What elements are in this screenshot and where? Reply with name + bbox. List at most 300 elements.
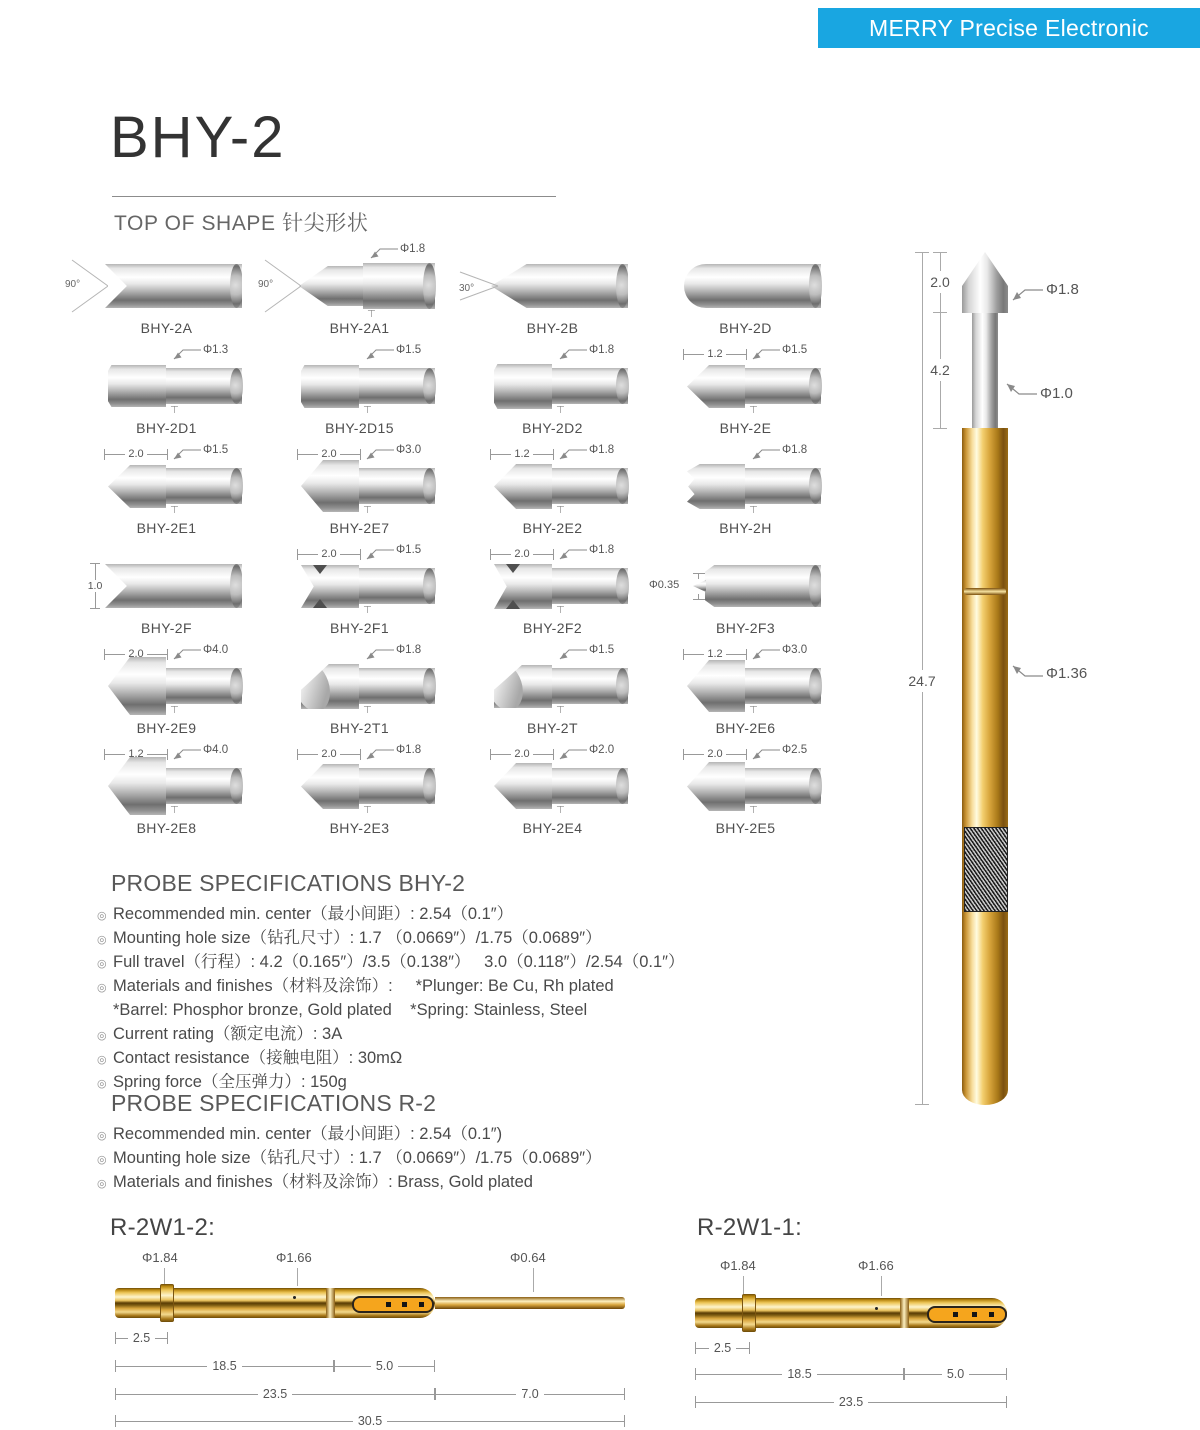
tip-length-dim: 1.2 xyxy=(683,648,747,660)
dim-stem xyxy=(698,594,699,599)
spec-bhy2-heading: PROBE SPECIFICATIONS BHY-2 xyxy=(111,870,466,896)
shape-label: BHY-2E8 xyxy=(136,820,197,836)
dim-c: 5.0 xyxy=(334,1360,435,1372)
spec-text: Recommended min. center（最小间距）: 2.54（0.1″) xyxy=(113,1125,503,1143)
tip-barrel xyxy=(166,768,242,804)
tip-dia-label: Φ3.0 xyxy=(782,644,808,656)
step-mark: ⊤ xyxy=(556,605,565,616)
shape-label: BHY-2B xyxy=(526,320,579,336)
tip-dia-leader xyxy=(369,243,426,260)
dim-tick xyxy=(915,252,929,253)
tip-barrel xyxy=(552,768,628,804)
barrel-end-cap xyxy=(809,264,822,308)
tip-barrel xyxy=(359,668,435,704)
dia-label: Φ1.84 xyxy=(720,1258,756,1273)
leader-arrow-icon xyxy=(172,447,202,461)
tip-dia-label: Φ0.35 xyxy=(649,579,680,591)
shape-cell xyxy=(70,646,263,746)
receptacle-r2w1-2 xyxy=(90,1210,650,1428)
tip-body xyxy=(684,264,821,308)
receptacle-crimp xyxy=(900,1298,909,1328)
dim-tip-label: 2.0 xyxy=(925,271,955,293)
shape-label: BHY-2E4 xyxy=(522,820,583,836)
shape-label: BHY-2E xyxy=(719,420,772,436)
tip-barrel xyxy=(359,768,435,804)
step-mark: ⊤ xyxy=(749,705,758,716)
barrel-end-cap xyxy=(616,568,629,604)
shape-label: BHY-2D xyxy=(719,320,772,336)
dia-tick xyxy=(743,1276,744,1294)
leader-arrow-icon xyxy=(751,747,781,761)
tip-head xyxy=(301,365,359,408)
receptacle-slot xyxy=(352,1296,434,1313)
shape-label: BHY-2E6 xyxy=(715,720,776,736)
shape-cell xyxy=(649,546,842,646)
dim-tick xyxy=(933,252,947,253)
shape-label: BHY-2E2 xyxy=(522,520,583,536)
barrel-end-cap xyxy=(616,768,629,804)
tip-dia-label: Φ1.8 xyxy=(782,444,808,456)
spec-line xyxy=(97,927,737,951)
leader-arrow-icon xyxy=(751,347,781,361)
dim-b: 18.5 xyxy=(695,1368,904,1380)
tip-dia-leader xyxy=(558,344,615,361)
bullet-icon: ◎ xyxy=(97,910,107,922)
spec-line xyxy=(97,1123,737,1147)
tip-dia-leader xyxy=(172,644,229,661)
receptacle-flange xyxy=(742,1294,756,1332)
barrel-end-cap xyxy=(616,468,629,504)
barrel-end-cap xyxy=(423,468,436,504)
dim-a: 2.5 xyxy=(695,1342,750,1354)
step-mark: ⊤ xyxy=(367,309,376,320)
tip-head xyxy=(108,657,166,715)
shape-label: BHY-2A1 xyxy=(329,320,390,336)
receptacle-flange xyxy=(160,1284,174,1322)
spec-text: Spring force（全压弹力）: 150g xyxy=(113,1073,347,1091)
bullet-icon: ◎ xyxy=(97,958,107,970)
probe-knurl xyxy=(964,827,1008,912)
spec-line xyxy=(97,999,737,1023)
receptacle-r2w1-1 xyxy=(660,1210,1130,1415)
receptacle-wire-tail xyxy=(435,1297,625,1309)
shape-label: BHY-2E1 xyxy=(136,520,197,536)
tip-head xyxy=(301,565,359,608)
tip-body xyxy=(105,564,242,608)
tip-length-dim: 2.0 xyxy=(683,748,747,760)
step-mark: ⊤ xyxy=(170,705,179,716)
shape-cell xyxy=(263,746,456,846)
barrel-end-cap xyxy=(616,668,629,704)
crown-tooth xyxy=(313,565,327,574)
leader-arrow-icon xyxy=(365,447,395,461)
tip-barrel xyxy=(745,668,821,704)
dim-tick xyxy=(693,573,705,574)
title-rule xyxy=(112,196,556,197)
tip-dia-label: Φ3.0 xyxy=(396,444,422,456)
probe-cone-tip xyxy=(962,252,1008,286)
bullet-icon: ◎ xyxy=(97,934,107,946)
leader-arrow-icon xyxy=(172,747,202,761)
tip-head xyxy=(108,365,166,407)
tip-dia-label: Φ1.8 xyxy=(589,544,615,556)
dim-d: 23.5 xyxy=(695,1396,1007,1408)
shape-cell xyxy=(456,746,649,846)
probe-side-view xyxy=(880,245,1200,1135)
spec-r2-lines xyxy=(97,1123,737,1195)
shape-label: BHY-2D15 xyxy=(325,420,394,436)
barrel-end-cap xyxy=(230,264,243,308)
shape-cell xyxy=(649,446,842,546)
tip-length-dim: 2.0 xyxy=(297,448,361,460)
spec-r2 xyxy=(97,1090,737,1195)
dia-tick xyxy=(881,1276,882,1296)
barrel-end-cap xyxy=(809,668,822,704)
barrel-dia-leader xyxy=(1010,663,1087,680)
tip-dia-leader xyxy=(365,544,422,561)
probe-barrel xyxy=(962,428,1008,1105)
angle-annotation xyxy=(257,258,301,314)
dia-tick xyxy=(164,1268,165,1284)
dim-a: 2.5 xyxy=(115,1332,168,1344)
dia-tick xyxy=(297,1268,298,1286)
tip-dia-label: Φ1.8 xyxy=(589,344,615,356)
probe-head xyxy=(962,286,1008,313)
shape-cell xyxy=(263,346,456,446)
receptacle-tube xyxy=(115,1288,335,1318)
spec-text: Recommended min. center（最小间距）: 2.54（0.1″） xyxy=(113,905,514,923)
receptacle-crimp xyxy=(326,1288,335,1318)
leader-arrow-icon xyxy=(365,647,395,661)
tip-dia-label: Φ2.0 xyxy=(589,744,615,756)
tip-length-dim: 1.2 xyxy=(683,348,747,360)
tip-head xyxy=(301,460,359,512)
dim-d: 23.5 xyxy=(115,1388,435,1400)
leader-arrow-icon xyxy=(558,647,588,661)
crown-tooth xyxy=(313,599,327,608)
spec-line xyxy=(97,1047,737,1071)
receptacle-slot xyxy=(927,1306,1007,1323)
tip-dia-label: Φ1.8 xyxy=(589,444,615,456)
leader-arrow-icon xyxy=(558,547,588,561)
barrel-end-cap xyxy=(423,568,436,604)
tip-body xyxy=(105,264,242,308)
tip-barrel xyxy=(363,263,435,309)
tip-barrel xyxy=(552,368,628,404)
tip-barrel xyxy=(359,468,435,504)
leader-arrow-icon xyxy=(172,347,202,361)
tip-head xyxy=(299,266,363,306)
shape-cell xyxy=(70,346,263,446)
tip-head xyxy=(687,464,745,509)
shape-cell xyxy=(649,746,842,846)
angle-annotation xyxy=(64,258,108,314)
shape-cell xyxy=(456,346,649,446)
tip-body xyxy=(705,565,821,607)
shape-label: BHY-2F xyxy=(141,620,192,636)
tip-dia-leader xyxy=(365,744,422,761)
receptacle-title: R-2W1-1: xyxy=(697,1214,803,1241)
slot-hole xyxy=(386,1302,391,1307)
tube-hole xyxy=(875,1307,878,1310)
tip-dia-leader xyxy=(365,444,422,461)
tip-head xyxy=(687,660,745,712)
receptacle-tube xyxy=(695,1298,900,1328)
tip-barrel xyxy=(166,668,242,704)
tip-dia-label: Φ1.5 xyxy=(396,544,422,556)
spec-r2-heading: PROBE SPECIFICATIONS R-2 xyxy=(111,1090,437,1116)
tip-length-dim: 1.2 xyxy=(490,448,554,460)
step-mark: ⊤ xyxy=(556,505,565,516)
dim-f: 30.5 xyxy=(115,1415,625,1427)
dim-tick xyxy=(693,599,705,600)
shape-label: BHY-2F3 xyxy=(715,620,776,636)
barrel-end-cap xyxy=(616,264,629,308)
step-mark: ⊤ xyxy=(170,805,179,816)
spec-text: Current rating（额定电流）: 3A xyxy=(113,1025,343,1043)
shape-cell xyxy=(65,246,263,346)
tip-head xyxy=(494,564,552,609)
shape-label: BHY-2E9 xyxy=(136,720,197,736)
tip-barrel xyxy=(745,368,821,404)
spec-text: Full travel（行程）: 4.2（0.165″）/3.5（0.138″） 3.0（0.118″）/2.54（0.1″） xyxy=(113,953,685,971)
crown-tooth xyxy=(506,600,520,609)
bullet-icon: ◎ xyxy=(97,1130,107,1142)
bullet-icon: ◎ xyxy=(97,1154,107,1166)
step-mark: ⊤ xyxy=(749,505,758,516)
bullet-icon: ◎ xyxy=(97,1054,107,1066)
tip-dia-leader xyxy=(365,644,422,661)
tip-head xyxy=(108,465,166,508)
leader-arrow-icon xyxy=(751,447,781,461)
dim-tick xyxy=(915,1104,929,1105)
slot-hole xyxy=(989,1312,994,1317)
leader-arrow-icon xyxy=(365,547,395,561)
bullet-icon: ◎ xyxy=(97,982,107,994)
shape-cell xyxy=(649,646,842,746)
shape-cell xyxy=(649,246,842,346)
tip-dia-label: Φ1.8 xyxy=(396,744,422,756)
crown-tooth xyxy=(506,564,520,573)
bevel-face xyxy=(481,658,528,715)
tip-barrel xyxy=(359,568,435,604)
spec-text: Contact resistance（接触电阻）: 30mΩ xyxy=(113,1049,403,1067)
tip-dia-label: Φ1.8 xyxy=(396,644,422,656)
step-mark: ⊤ xyxy=(749,405,758,416)
leader-arrow-icon xyxy=(751,647,781,661)
shape-cell xyxy=(456,446,649,546)
tip-barrel xyxy=(166,468,242,504)
step-mark: ⊤ xyxy=(749,805,758,816)
shape-label: BHY-2A xyxy=(140,320,193,336)
tip-length-dim: 1.2 xyxy=(104,748,168,760)
barrel-end-cap xyxy=(423,768,436,804)
shape-label: BHY-2E5 xyxy=(715,820,776,836)
step-mark: ⊤ xyxy=(170,505,179,516)
barrel-end-cap xyxy=(230,768,243,804)
tip-head xyxy=(494,364,552,409)
dim-tick xyxy=(933,312,947,313)
barrel-end-cap xyxy=(809,768,822,804)
tip-dia-leader xyxy=(172,344,229,361)
tip-barrel xyxy=(552,568,628,604)
spec-line xyxy=(97,903,737,927)
angle-label: 90° xyxy=(65,279,81,290)
dim-plunger-label: 4.2 xyxy=(925,359,955,381)
bevel-face xyxy=(288,657,336,716)
bullet-icon: ◎ xyxy=(97,1030,107,1042)
tip-length-dim: 2.0 xyxy=(104,648,168,660)
dim-b: 18.5 xyxy=(115,1360,334,1372)
tip-body xyxy=(491,264,628,308)
spec-line xyxy=(97,1147,737,1171)
tip-dia-leader xyxy=(365,344,422,361)
shape-cell xyxy=(70,546,263,646)
shape-label: BHY-2T1 xyxy=(329,720,390,736)
shape-label: BHY-2E3 xyxy=(329,820,390,836)
barrel-end-cap xyxy=(423,263,436,309)
step-mark: ⊤ xyxy=(556,405,565,416)
spec-bhy2-lines xyxy=(97,903,737,1095)
spec-line xyxy=(97,975,737,999)
tip-head xyxy=(108,757,166,815)
step-mark: ⊤ xyxy=(556,705,565,716)
barrel-dia-label: Φ1.36 xyxy=(1046,665,1088,682)
tip-dia-label: Φ1.5 xyxy=(396,344,422,356)
tip-dia-leader xyxy=(751,644,808,661)
step-mark: ⊤ xyxy=(363,405,372,416)
shape-cell xyxy=(456,646,649,746)
tip-dia-leader xyxy=(172,444,229,461)
tip-dia-label: Φ4.0 xyxy=(203,744,229,756)
tip-dia-label: Φ2.5 xyxy=(782,744,808,756)
tip-head xyxy=(687,762,745,811)
shape-cell xyxy=(70,746,263,846)
shape-label: BHY-2E7 xyxy=(329,520,390,536)
leader-arrow-icon xyxy=(1004,381,1038,397)
tip-barrel xyxy=(552,668,628,704)
tip-dia-label: Φ1.5 xyxy=(203,444,229,456)
dim-c: 5.0 xyxy=(904,1368,1007,1380)
tip-length-dim: 2.0 xyxy=(490,548,554,560)
dim-e: 7.0 xyxy=(435,1388,625,1400)
tip-length-dim: 2.0 xyxy=(297,548,361,560)
angle-label: 90° xyxy=(258,279,274,290)
tip-dia-label: Φ1.3 xyxy=(203,344,229,356)
dim-total-label: 24.7 xyxy=(902,670,942,692)
dim-tick xyxy=(933,428,947,429)
spec-text: *Barrel: Phosphor bronze, Gold plated *Spring: Stainless, Steel xyxy=(113,1001,588,1019)
barrel-end-cap xyxy=(809,368,822,404)
tip-barrel xyxy=(745,768,821,804)
tip-head xyxy=(494,464,552,509)
dia-tick xyxy=(533,1268,534,1292)
tip-dia-label: Φ1.8 xyxy=(400,243,426,255)
brand-banner-text: MERRY Precise Electronic xyxy=(869,14,1149,41)
spec-line xyxy=(97,951,737,975)
tip-point xyxy=(693,580,706,592)
tip-head xyxy=(494,763,552,809)
plunger-dia-leader xyxy=(1004,381,1073,402)
tip-dia-label: Φ1.5 xyxy=(589,644,615,656)
section-top-of-shape: TOP OF SHAPE 针尖形状 xyxy=(114,212,369,235)
spec-line xyxy=(97,1023,737,1047)
receptacle-title: R-2W1-2: xyxy=(110,1214,216,1241)
leader-arrow-icon xyxy=(1010,287,1044,303)
shape-label: BHY-2H xyxy=(719,520,772,536)
leader-arrow-icon xyxy=(365,347,395,361)
dia-label: Φ1.84 xyxy=(142,1250,178,1265)
tip-shapes-grid xyxy=(65,243,850,846)
plunger-dia-label: Φ1.0 xyxy=(1040,385,1073,402)
shape-label: BHY-2T xyxy=(527,720,578,736)
barrel-end-cap xyxy=(230,368,243,404)
shape-label: BHY-2F2 xyxy=(522,620,583,636)
slot-hole xyxy=(953,1312,958,1317)
tube-hole xyxy=(293,1296,296,1299)
spec-text: Mounting hole size（钻孔尺寸）: 1.7 （0.0669″）/1.75（0.0689″） xyxy=(113,1149,602,1167)
tip-length-dim: 2.0 xyxy=(297,748,361,760)
spec-bhy2 xyxy=(97,870,737,1095)
leader-arrow-icon xyxy=(558,347,588,361)
leader-arrow-icon xyxy=(558,747,588,761)
shape-cell xyxy=(649,346,842,446)
shape-cell xyxy=(70,446,263,546)
tip-barrel xyxy=(745,468,821,504)
leader-arrow-icon xyxy=(369,246,399,260)
page-title: BHY-2 xyxy=(110,105,286,170)
leader-arrow-icon xyxy=(558,447,588,461)
tip-barrel xyxy=(166,368,242,404)
bullet-icon: ◎ xyxy=(97,1078,107,1090)
tip-head xyxy=(687,365,745,408)
angle-annotation xyxy=(458,262,502,318)
step-mark: ⊤ xyxy=(363,805,372,816)
tip-dia-leader xyxy=(751,444,808,461)
slot-hole xyxy=(402,1302,407,1307)
step-mark: ⊤ xyxy=(363,705,372,716)
leader-arrow-icon xyxy=(365,747,395,761)
dia-label: Φ1.66 xyxy=(276,1250,312,1265)
bullet-icon: ◎ xyxy=(97,1178,107,1190)
shape-cell xyxy=(263,446,456,546)
tip-dia-leader xyxy=(558,744,615,761)
shape-label: BHY-2D2 xyxy=(522,420,583,436)
spec-text: Materials and finishes（材料及涂饰）: *Plunger: Be Cu, Rh plated xyxy=(113,977,614,995)
tip-head xyxy=(301,664,359,709)
brand-banner xyxy=(818,8,1200,48)
tip-dia-label: Φ1.5 xyxy=(782,344,808,356)
bullet-icon xyxy=(97,1001,113,1023)
barrel-end-cap xyxy=(230,564,243,608)
shape-cell xyxy=(263,646,456,746)
barrel-end-cap xyxy=(809,468,822,504)
dia-label: Φ1.66 xyxy=(858,1258,894,1273)
dia-label: Φ0.64 xyxy=(510,1250,546,1265)
tip-dia-leader xyxy=(558,444,615,461)
tip-dia-leader xyxy=(558,544,615,561)
head-dia-label: Φ1.8 xyxy=(1046,281,1079,298)
head-dia-leader xyxy=(1010,281,1079,304)
spec-text: Mounting hole size（钻孔尺寸）: 1.7 （0.0669″）/1.75（0.0689″） xyxy=(113,929,602,947)
slot-hole xyxy=(419,1302,424,1307)
step-mark: ⊤ xyxy=(363,505,372,516)
tip-head xyxy=(494,665,552,708)
tip-height-dim: 1.0 xyxy=(84,563,106,609)
probe-plunger xyxy=(972,313,998,429)
barrel-end-cap xyxy=(230,468,243,504)
shape-cell xyxy=(456,546,649,646)
